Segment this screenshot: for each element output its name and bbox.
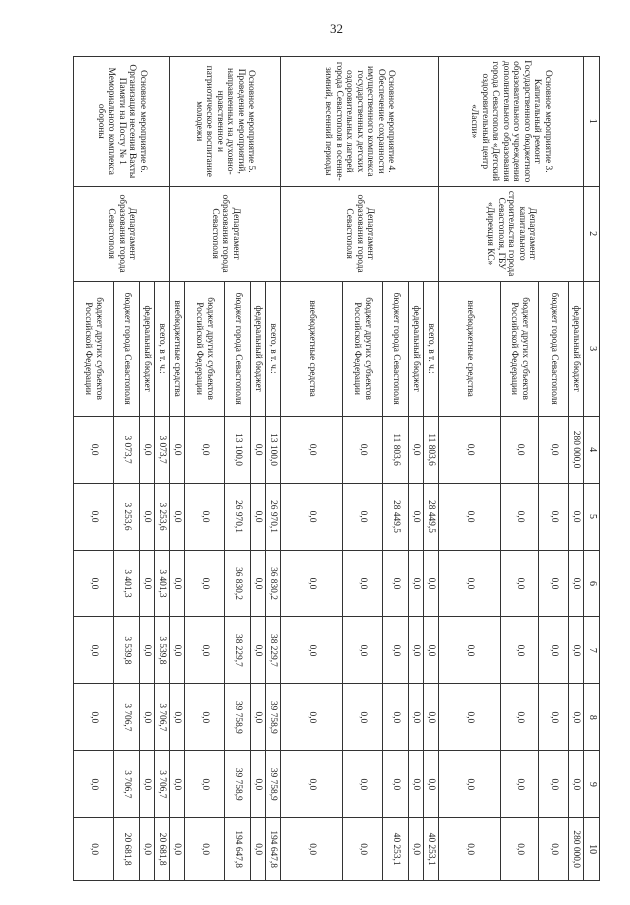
total-value-cell: 0,0 — [439, 818, 501, 881]
measure-name-cell: Основное мероприятие 4. Обеспечение сохранности имущественного комплекса государственных детских оздоровительных лагерей города Севастополя в осенне-зимний, весенний периоды — [281, 57, 439, 187]
measure-name-cell: Основное мероприятие 6. Организация несения Вахты Памяти на Посту № 1 Мемориального комплекса обороны — [74, 57, 170, 187]
year-value-cell: 0,0 — [539, 416, 569, 483]
year-value-cell: 0,0 — [409, 617, 424, 684]
funding-source-cell: бюджет других субъектов Российской Федерации — [74, 281, 114, 416]
table-area — [83, 56, 600, 881]
measure-name-cell: Основное мероприятие 3. Капитальный ремонт Государственного бюджетного образовательного учреждения дополнительного образования города Севастополя «Детский оздоровительный центр «Ласпи» — [439, 57, 584, 187]
year-value-cell: 0,0 — [501, 684, 539, 751]
total-value-cell: 0,0 — [539, 818, 569, 881]
year-value-cell: 0,0 — [74, 416, 114, 483]
year-value-cell: 38 229,7 — [266, 617, 281, 684]
year-value-cell: 0,0 — [140, 416, 155, 483]
year-value-cell: 0,0 — [343, 684, 383, 751]
total-value-cell: 0,0 — [281, 818, 343, 881]
year-value-cell: 0,0 — [281, 751, 343, 818]
year-value-cell: 0,0 — [170, 550, 185, 617]
column-header: 1 — [584, 57, 600, 187]
funding-source-cell: федеральный бюджет — [251, 281, 266, 416]
year-value-cell: 3 706,7 — [114, 684, 140, 751]
total-value-cell: 40 253,1 — [424, 818, 439, 881]
year-value-cell: 0,0 — [569, 550, 584, 617]
year-value-cell: 0,0 — [383, 617, 409, 684]
funding-source-cell: бюджет города Севастополя — [383, 281, 409, 416]
year-value-cell: 0,0 — [424, 751, 439, 818]
year-value-cell: 3 706,7 — [155, 751, 170, 818]
year-value-cell: 0,0 — [343, 751, 383, 818]
total-value-cell: 0,0 — [185, 818, 225, 881]
year-value-cell: 0,0 — [539, 684, 569, 751]
year-value-cell: 0,0 — [409, 483, 424, 550]
year-value-cell: 0,0 — [343, 416, 383, 483]
year-value-cell: 0,0 — [501, 751, 539, 818]
year-value-cell: 0,0 — [569, 751, 584, 818]
year-value-cell: 13 100,0 — [225, 416, 251, 483]
funding-source-cell: внебюджетные средства — [439, 281, 501, 416]
column-header: 5 — [584, 483, 600, 550]
year-value-cell: 0,0 — [251, 416, 266, 483]
year-value-cell: 0,0 — [185, 684, 225, 751]
year-value-cell: 39 758,9 — [225, 751, 251, 818]
column-header: 6 — [584, 550, 600, 617]
year-value-cell: 0,0 — [501, 617, 539, 684]
year-value-cell: 0,0 — [170, 684, 185, 751]
year-value-cell: 0,0 — [424, 550, 439, 617]
table-row — [424, 57, 439, 881]
year-value-cell: 0,0 — [539, 751, 569, 818]
year-value-cell: 0,0 — [343, 617, 383, 684]
year-value-cell: 0,0 — [74, 483, 114, 550]
year-value-cell: 0,0 — [569, 617, 584, 684]
year-value-cell: 28 449,5 — [424, 483, 439, 550]
year-value-cell: 0,0 — [409, 751, 424, 818]
year-value-cell: 3 401,3 — [114, 550, 140, 617]
year-value-cell: 0,0 — [185, 416, 225, 483]
year-value-cell: 0,0 — [409, 684, 424, 751]
year-value-cell: 0,0 — [409, 416, 424, 483]
year-value-cell: 13 100,0 — [266, 416, 281, 483]
total-value-cell: 0,0 — [251, 818, 266, 881]
year-value-cell: 0,0 — [74, 751, 114, 818]
budget-table — [73, 56, 600, 881]
year-value-cell: 0,0 — [185, 751, 225, 818]
funding-source-cell: федеральный бюджет — [140, 281, 155, 416]
year-value-cell: 0,0 — [251, 617, 266, 684]
year-value-cell: 39 758,9 — [266, 684, 281, 751]
year-value-cell: 26 970,1 — [225, 483, 251, 550]
year-value-cell: 26 970,1 — [266, 483, 281, 550]
year-value-cell: 0,0 — [251, 550, 266, 617]
total-value-cell: 194 647,8 — [225, 818, 251, 881]
year-value-cell: 3 539,8 — [155, 617, 170, 684]
year-value-cell: 0,0 — [439, 751, 501, 818]
year-value-cell: 0,0 — [281, 483, 343, 550]
total-value-cell: 0,0 — [170, 818, 185, 881]
year-value-cell: 0,0 — [501, 550, 539, 617]
year-value-cell: 0,0 — [501, 483, 539, 550]
executor-cell: Департамент образования города Севастополя — [281, 186, 439, 281]
funding-source-cell: всего, в т. ч.: — [155, 281, 170, 416]
year-value-cell: 0,0 — [569, 483, 584, 550]
total-value-cell: 194 647,8 — [266, 818, 281, 881]
year-value-cell: 280 000,0 — [569, 416, 584, 483]
year-value-cell: 0,0 — [185, 483, 225, 550]
table-row — [155, 57, 170, 881]
year-value-cell: 0,0 — [140, 483, 155, 550]
funding-source-cell: федеральный бюджет — [569, 281, 584, 416]
year-value-cell: 39 758,9 — [225, 684, 251, 751]
year-value-cell: 0,0 — [281, 550, 343, 617]
year-value-cell: 0,0 — [539, 483, 569, 550]
total-value-cell: 0,0 — [74, 818, 114, 881]
total-value-cell: 20 681,8 — [155, 818, 170, 881]
funding-source-cell: бюджет города Севастополя — [539, 281, 569, 416]
column-header: 3 — [584, 281, 600, 416]
year-value-cell: 36 830,2 — [225, 550, 251, 617]
total-value-cell: 280 000,0 — [569, 818, 584, 881]
year-value-cell: 3 539,8 — [114, 617, 140, 684]
year-value-cell: 3 253,6 — [155, 483, 170, 550]
funding-source-cell: бюджет других субъектов Российской Федерации — [501, 281, 539, 416]
funding-source-cell: внебюджетные средства — [170, 281, 185, 416]
year-value-cell: 0,0 — [539, 617, 569, 684]
funding-source-cell: бюджет города Севастополя — [225, 281, 251, 416]
year-value-cell: 0,0 — [281, 617, 343, 684]
year-value-cell: 0,0 — [439, 550, 501, 617]
table-row — [266, 57, 281, 881]
year-value-cell: 0,0 — [251, 684, 266, 751]
year-value-cell: 0,0 — [409, 550, 424, 617]
year-value-cell: 0,0 — [424, 684, 439, 751]
table-body — [74, 57, 584, 881]
year-value-cell: 0,0 — [170, 416, 185, 483]
year-value-cell: 0,0 — [251, 751, 266, 818]
year-value-cell: 0,0 — [140, 751, 155, 818]
rotated-table-container — [83, 56, 600, 881]
table-row — [569, 57, 584, 881]
year-value-cell: 3 706,7 — [114, 751, 140, 818]
year-value-cell: 36 830,2 — [266, 550, 281, 617]
executor-cell: Департамент образования города Севастополя — [74, 186, 170, 281]
year-value-cell: 0,0 — [439, 684, 501, 751]
year-value-cell: 0,0 — [343, 483, 383, 550]
column-header: 9 — [584, 751, 600, 818]
year-value-cell: 0,0 — [185, 550, 225, 617]
funding-source-cell: бюджет города Севастополя — [114, 281, 140, 416]
column-header: 7 — [584, 617, 600, 684]
column-header: 4 — [584, 416, 600, 483]
total-value-cell: 20 681,8 — [114, 818, 140, 881]
measure-name-cell: Основное мероприятие 5. Проведение мероприятий, направленных на духовно-нравственное и патриотическое воспитание молодежи — [170, 57, 281, 187]
total-value-cell: 0,0 — [140, 818, 155, 881]
total-value-cell: 0,0 — [343, 818, 383, 881]
year-value-cell: 0,0 — [383, 550, 409, 617]
year-value-cell: 0,0 — [569, 684, 584, 751]
year-value-cell: 0,0 — [439, 617, 501, 684]
year-value-cell: 3 401,3 — [155, 550, 170, 617]
year-value-cell: 0,0 — [140, 684, 155, 751]
year-value-cell: 0,0 — [140, 550, 155, 617]
column-header: 10 — [584, 818, 600, 881]
year-value-cell: 0,0 — [281, 684, 343, 751]
year-value-cell: 0,0 — [170, 751, 185, 818]
funding-source-cell: всего, в т. ч.: — [424, 281, 439, 416]
year-value-cell: 0,0 — [170, 483, 185, 550]
executor-cell: Департамент образования города Севастополя — [170, 186, 281, 281]
year-value-cell: 39 758,9 — [266, 751, 281, 818]
year-value-cell: 0,0 — [424, 617, 439, 684]
funding-source-cell: бюджет других субъектов Российской Федерации — [343, 281, 383, 416]
year-value-cell: 0,0 — [343, 550, 383, 617]
column-number-row — [584, 57, 600, 881]
year-value-cell: 0,0 — [501, 416, 539, 483]
year-value-cell: 3 253,6 — [114, 483, 140, 550]
page-number: 32 — [330, 21, 343, 36]
year-value-cell: 0,0 — [185, 617, 225, 684]
funding-source-cell: федеральный бюджет — [409, 281, 424, 416]
year-value-cell: 0,0 — [74, 617, 114, 684]
year-value-cell: 0,0 — [383, 751, 409, 818]
year-value-cell: 0,0 — [439, 483, 501, 550]
year-value-cell: 0,0 — [383, 684, 409, 751]
year-value-cell: 0,0 — [170, 617, 185, 684]
year-value-cell: 0,0 — [281, 416, 343, 483]
year-value-cell: 3 073,7 — [114, 416, 140, 483]
year-value-cell: 11 803,6 — [424, 416, 439, 483]
year-value-cell: 0,0 — [140, 617, 155, 684]
column-header: 8 — [584, 684, 600, 751]
year-value-cell: 0,0 — [74, 550, 114, 617]
total-value-cell: 40 253,1 — [383, 818, 409, 881]
executor-cell: Департамент капитального строительства города Севастополя, ГБУ «Дирекция КС» — [439, 186, 584, 281]
year-value-cell: 3 706,7 — [155, 684, 170, 751]
year-value-cell: 28 449,5 — [383, 483, 409, 550]
year-value-cell: 0,0 — [539, 550, 569, 617]
year-value-cell: 0,0 — [74, 684, 114, 751]
funding-source-cell: внебюджетные средства — [281, 281, 343, 416]
year-value-cell: 3 073,7 — [155, 416, 170, 483]
total-value-cell: 0,0 — [409, 818, 424, 881]
year-value-cell: 38 229,7 — [225, 617, 251, 684]
year-value-cell: 0,0 — [251, 483, 266, 550]
year-value-cell: 0,0 — [439, 416, 501, 483]
funding-source-cell: бюджет других субъектов Российской Федерации — [185, 281, 225, 416]
funding-source-cell: всего, в т. ч.: — [266, 281, 281, 416]
column-header: 2 — [584, 186, 600, 281]
year-value-cell: 11 803,6 — [383, 416, 409, 483]
total-value-cell: 0,0 — [501, 818, 539, 881]
